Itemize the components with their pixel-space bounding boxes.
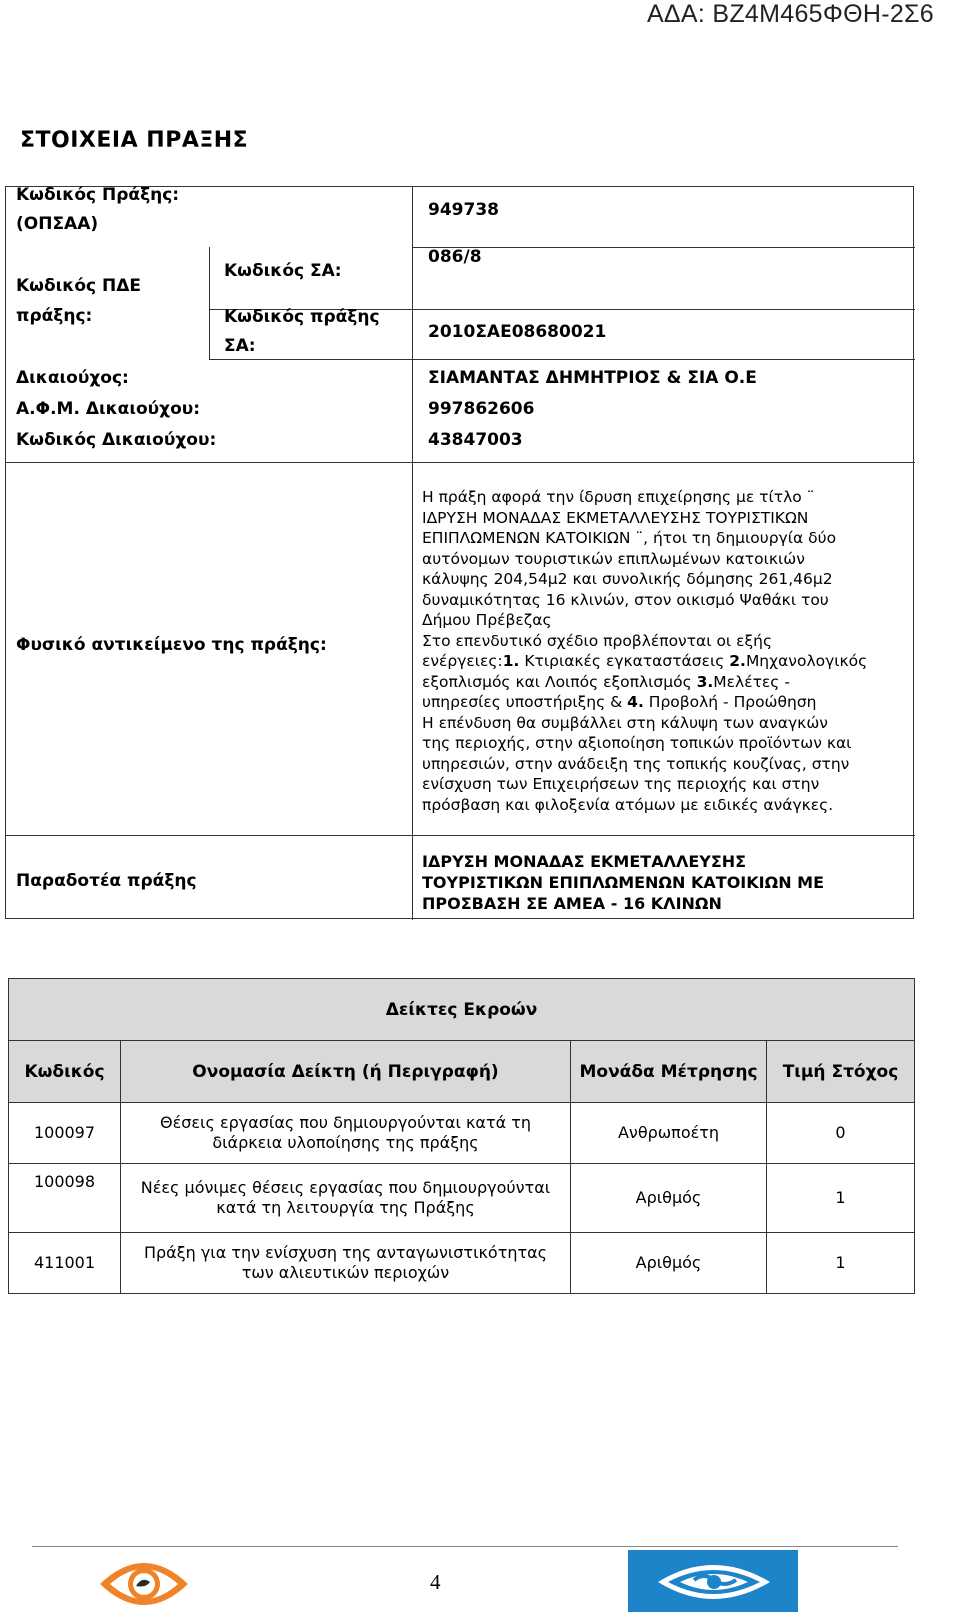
page-title: ΣΤΟΙΧΕΙΑ ΠΡΑΞΗΣ	[20, 128, 249, 153]
beneficiary-code-value: 43847003	[428, 430, 523, 450]
object-line: πρόσβαση και φιλοξενία ατόμων με ειδικές ανάγκες.	[422, 795, 834, 814]
object-line: ΙΔΡΥΣΗ ΜΟΝΑΔΑΣ ΕΚΜΕΤΑΛΛΕΥΣΗΣ ΤΟΥΡΙΣΤΙΚΩΝ	[422, 508, 809, 527]
header-target: Τιμή Στόχος	[767, 1041, 915, 1103]
object-line: αυτόνομων τουριστικών επιπλωμένων κατοικιών	[422, 549, 805, 568]
eu-fisheries-logo-icon	[628, 1548, 798, 1618]
row-name: Πράξη για την ενίσχυση της ανταγωνιστικότητας των αλιευτικών περιοχών	[121, 1233, 571, 1294]
object-line: ΕΠΙΠΛΩΜΕΝΩΝ ΚΑΤΟΙΚΙΩΝ ¨, ήτοι τη δημιουργία δύο	[422, 529, 837, 547]
row-code: 100097	[9, 1103, 121, 1164]
beneficiary-code-label: Κωδικός Δικαιούχου:	[16, 430, 217, 450]
afm-label: Α.Φ.Μ. Δικαιούχου:	[16, 399, 201, 419]
row-target: 1	[767, 1164, 915, 1233]
sa-project-value: 2010ΣΑΕ08680021	[428, 322, 607, 342]
beneficiary-label: Δικαιούχος:	[16, 368, 129, 388]
code-label-ops: (ΟΠΣΑΑ)	[16, 214, 99, 234]
row-target: 0	[767, 1103, 915, 1164]
deliverables-label: Παραδοτέα πράξης	[16, 871, 197, 891]
object-line: Δήμου Πρέβεζας	[422, 611, 552, 629]
row-unit: Αριθμός	[571, 1164, 767, 1233]
object-line: Η επένδυση θα συμβάλλει στη κάλυψη των αναγκών	[422, 713, 828, 732]
object-line: εξοπλισμός και Λοιπός εξοπλισμός 3.Μελέτες -	[422, 672, 790, 691]
table-row	[9, 1164, 915, 1233]
object-description	[422, 487, 902, 815]
sa-project-label: Κωδικός πράξης	[224, 307, 380, 327]
pde-label-2: πράξης:	[16, 306, 93, 326]
object-line: ενίσχυση των Επιχειρήσεων της περιοχής και στην	[422, 775, 820, 793]
object-line: ενέργειες:1. Κτιριακές εγκαταστάσεις 2.Μηχανολογικός	[422, 652, 868, 670]
object-line: της περιοχής, στην αξιοποίηση τοπικών προϊόντων και	[422, 734, 852, 752]
table-row	[9, 1103, 915, 1164]
sa-code-value: 086/8	[428, 247, 482, 267]
fisheries-program-logo-icon	[94, 1548, 194, 1618]
row-code: 100098	[9, 1164, 121, 1233]
row-unit: Ανθρωποέτη	[571, 1103, 767, 1164]
code-label: Κωδικός Πράξης:	[16, 185, 180, 205]
header-name: Ονομασία Δείκτη (ή Περιγραφή)	[121, 1041, 571, 1103]
table-row	[9, 1233, 915, 1294]
sa-project-label-2: ΣΑ:	[224, 336, 256, 356]
ada-code: ΑΔΑ: ΒΖ4Μ465ΦΘΗ-2Σ6	[646, 0, 934, 28]
row-name: Θέσεις εργασίας που δημιουργούνται κατά τη διάρκεια υλοποίησης της πράξης	[121, 1103, 571, 1164]
pde-label: Κωδικός ΠΔΕ	[16, 276, 142, 296]
object-line: δυναμικότητας 16 κλινών, στον οικισμό Ψαθάκι του	[422, 590, 829, 609]
object-line: Η πράξη αφορά την ίδρυση επιχείρησης με τίτλο ¨	[422, 488, 815, 506]
header-code: Κωδικός	[9, 1041, 121, 1103]
beneficiary-value: ΣΙΑΜΑΝΤΑΣ ΔΗΜΗΤΡΙΟΣ & ΣΙΑ Ο.Ε	[428, 368, 757, 388]
row-code: 411001	[9, 1233, 121, 1294]
object-label: Φυσικό αντικείμενο της πράξης:	[16, 635, 327, 655]
object-line: κάλυψης 204,54μ2 και συνολικής δόμησης 261,46μ2	[422, 570, 833, 588]
code-value: 949738	[428, 200, 499, 220]
indicators-table	[8, 978, 915, 1294]
row-name: Νέες μόνιμες θέσεις εργασίας που δημιουργούνται κατά τη λειτουργία της Πράξης	[121, 1164, 571, 1233]
header-unit: Μονάδα Μέτρησης	[571, 1041, 767, 1103]
sa-code-label: Κωδικός ΣΑ:	[224, 261, 342, 281]
row-target: 1	[767, 1233, 915, 1294]
deliverables-value: ΙΔΡΥΣΗ ΜΟΝΑΔΑΣ ΕΚΜΕΤΑΛΛΕΥΣΗΣ ΤΟΥΡΙΣΤΙΚΩΝ ΕΠΙΠΛΩΜΕΝΩΝ ΚΑΤΟΙΚΙΩΝ ΜΕ ΠΡΟΣΒΑΣΗ ΣΕ ΑΜΕΑ - 16 ΚΛΙΝΩΝ	[422, 852, 825, 913]
afm-value: 997862606	[428, 399, 535, 419]
indicators-caption: Δείκτες Εκροών	[9, 979, 915, 1041]
row-unit: Αριθμός	[571, 1233, 767, 1294]
footer-divider	[32, 1546, 898, 1547]
object-line: Στο επενδυτικό σχέδιο προβλέπονται οι εξής	[422, 631, 773, 650]
page-number: 4	[430, 1570, 441, 1594]
object-line: υπηρεσίες υποστήριξης & 4. Προβολή - Προώθηση	[422, 693, 817, 711]
object-line: υπηρεσιών, στην ανάδειξη της τοπικής κουζίνας, στην	[422, 754, 850, 773]
